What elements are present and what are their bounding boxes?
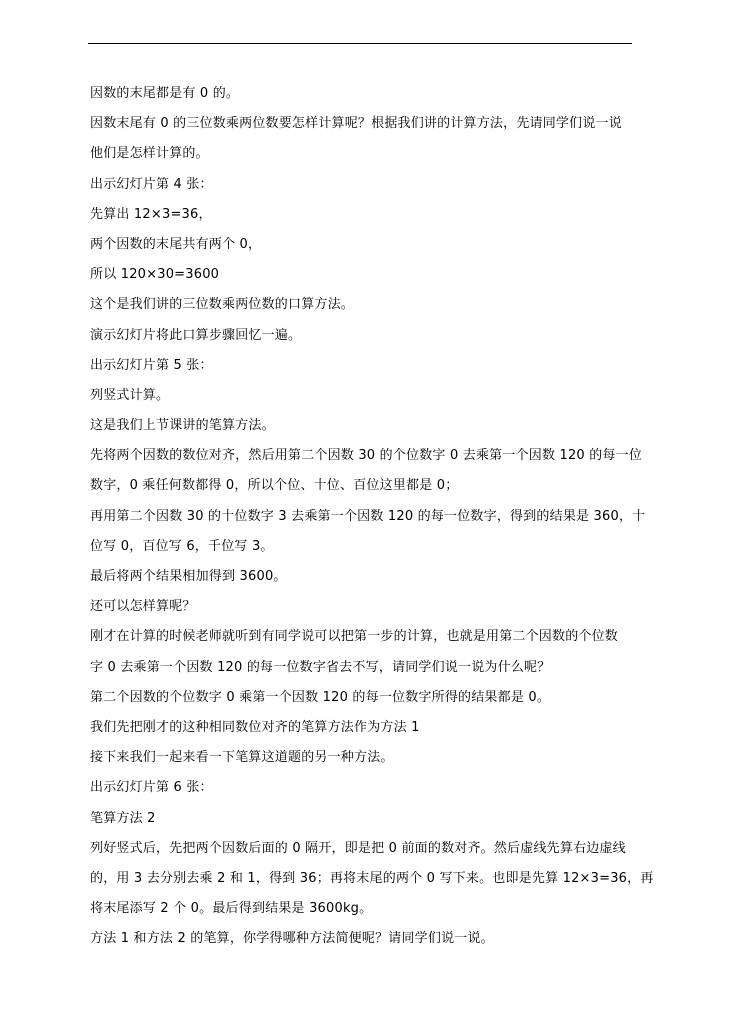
- text-line: 他们是怎样计算的。: [90, 146, 209, 162]
- text-line: 再用第二个因数 30 的十位数字 3 去乘第一个因数 120 的每一位数字，得到的结果是 360，十: [90, 508, 646, 524]
- text-line: 的，用 3 去分别去乘 2 和 1，得到 36；再将末尾的两个 0 写下来。也即是先算 12×3=36，再: [90, 870, 654, 886]
- text-line: 先将两个因数的数位对齐，然后用第二个因数 30 的个位数字 0 去乘第一个因数 120 的每一位: [90, 448, 643, 464]
- text-line: 接下来我们一起来看一下笔算这道题的另一种方法。: [90, 750, 394, 766]
- text-line: 所以 120×30=3600: [90, 267, 220, 283]
- text-line: 数字，0 乘任何数都得 0，所以个位、十位、百位这里都是 0；: [90, 478, 459, 494]
- text-line: 我们先把刚才的这种相同数位对齐的笔算方法作为方法 1: [90, 719, 420, 735]
- text-line: 字 0 去乘第一个因数 120 的每一位数字省去不写，请同学们说一说为什么呢？: [90, 659, 551, 675]
- text-line: 列好竖式后，先把两个因数后面的 0 隔开，即是把 0 前面的数对齐。然后虚线先算右边虚线: [90, 840, 626, 856]
- text-line: 出示幻灯片第 6 张：: [90, 780, 213, 796]
- text-line: 方法 1 和方法 2 的笔算，你学得哪种方法简便呢？请同学们说一说。: [90, 931, 494, 947]
- text-line: 最后将两个结果相加得到 3600。: [90, 569, 287, 584]
- text-line: 因数的末尾都是有 0 的。: [90, 86, 240, 101]
- text-line: 第二个因数的个位数字 0 乘第一个因数 120 的每一位数字所得的结果都是 0。: [90, 689, 551, 705]
- text-line: 列竖式计算。: [90, 387, 170, 403]
- text-line: 先算出 12×3=36，: [90, 206, 212, 222]
- text-line: 位写 0，百位写 6，千位写 3。: [90, 538, 274, 554]
- text-line: 出示幻灯片第 4 张：: [90, 176, 213, 192]
- text-line: 笔算方法 2: [90, 810, 156, 826]
- text-line: 这是我们上节课讲的笔算方法。: [90, 418, 275, 434]
- document-body: [90, 79, 670, 954]
- text-line: 出示幻灯片第 5 张：: [90, 357, 213, 373]
- text-line: 还可以怎样算呢？: [90, 599, 196, 615]
- text-line: 刚才在计算的时候老师就听到有同学说可以把第一步的计算，也就是用第二个因数的个位数: [90, 629, 619, 645]
- text-line: 这个是我们讲的三位数乘两位数的口算方法。: [90, 297, 355, 313]
- text-line: 演示幻灯片将此口算步骤回忆一遍。: [90, 327, 302, 343]
- text-line: 两个因数的末尾共有两个 0，: [90, 236, 262, 252]
- text-line: 因数末尾有 0 的三位数乘两位数要怎样计算呢？根据我们讲的计算方法，先请同学们说一说: [90, 116, 622, 132]
- header-rule: [88, 43, 632, 44]
- text-line: 将末尾添写 2 个 0。最后得到结果是 3600kg。: [90, 901, 373, 917]
